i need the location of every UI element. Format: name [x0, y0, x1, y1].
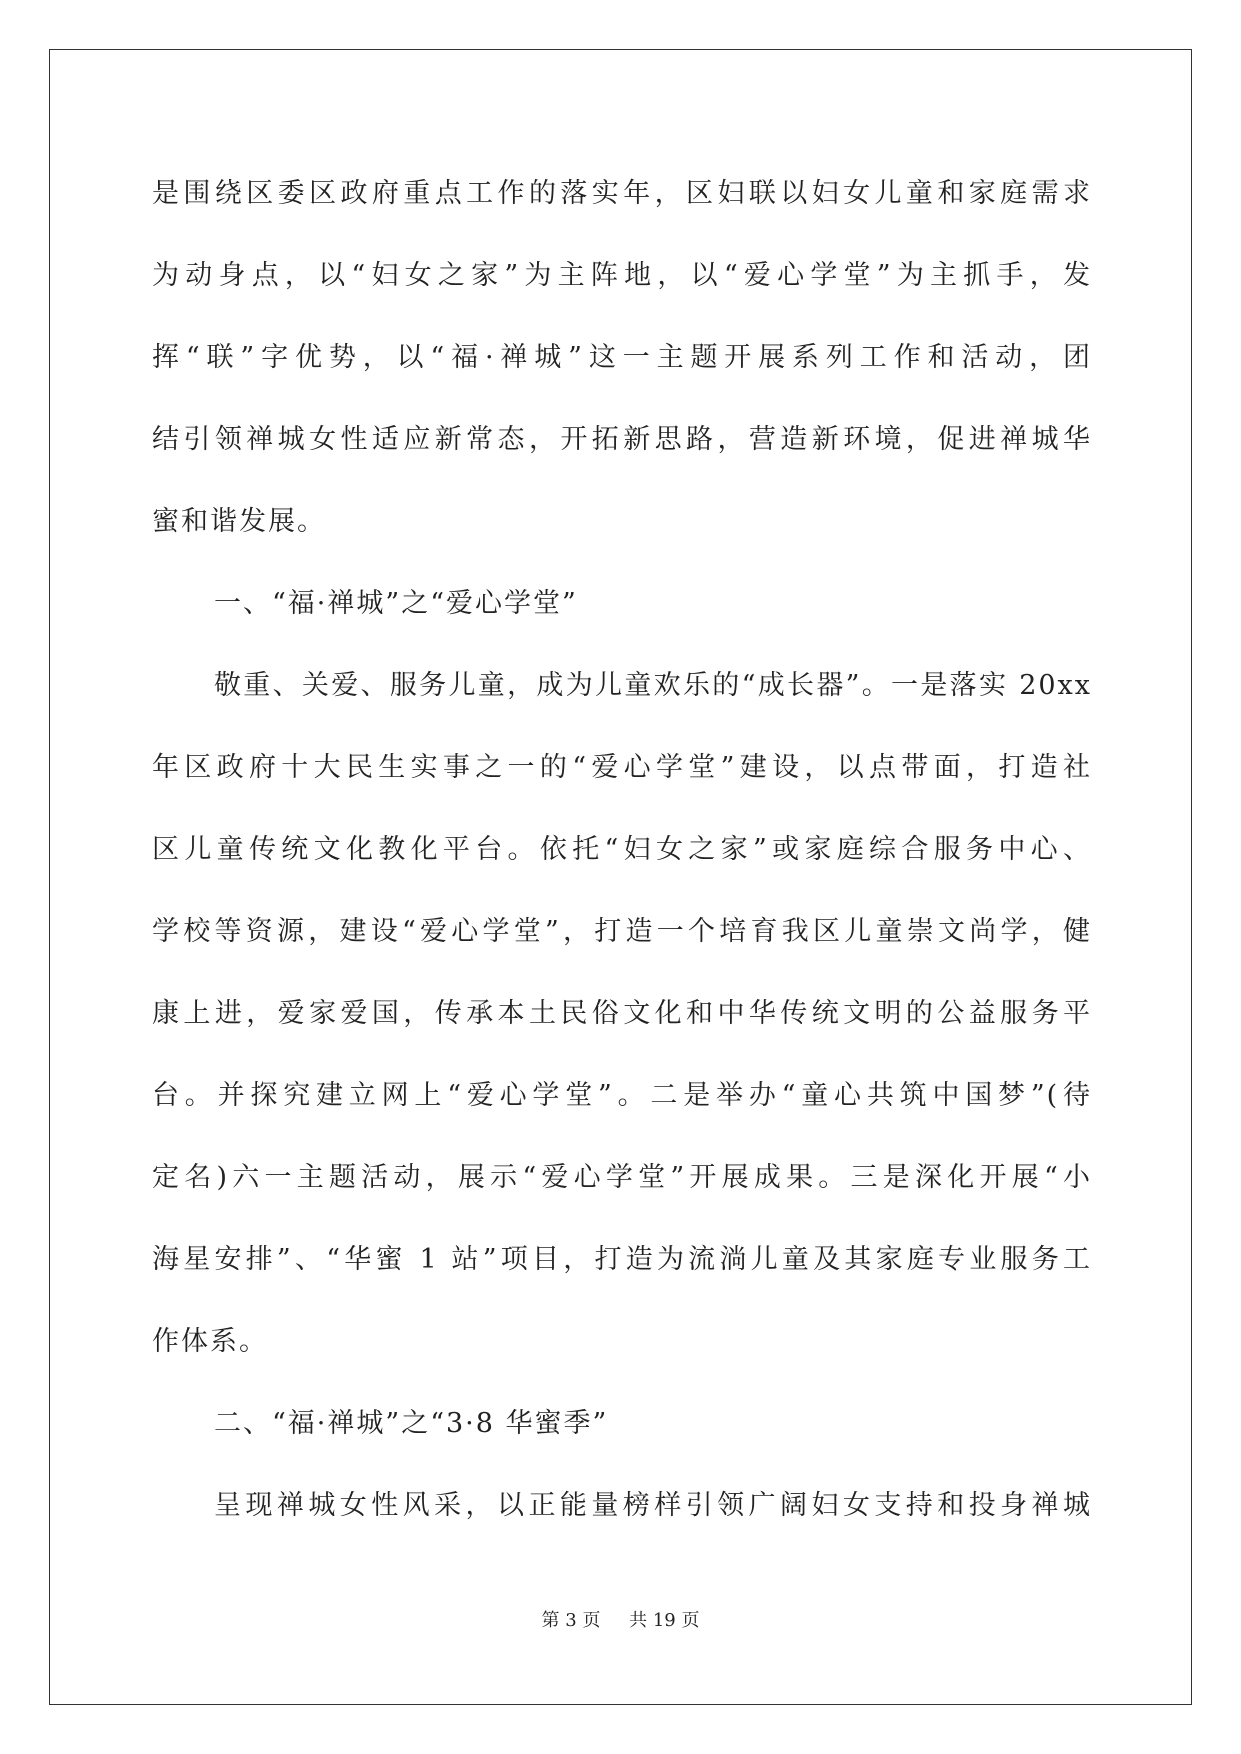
page-total: 共 19 页 — [629, 1610, 700, 1631]
page-number: 第 3 页 — [541, 1610, 601, 1631]
text-line: 蜜和谐发展。 — [152, 506, 326, 537]
text-line: 为动身点，以“妇女之家”为主阵地，以“爱心学堂”为主抓手，发 — [152, 260, 1092, 291]
paragraph-3 — [152, 1465, 1092, 1547]
text-line: 学校等资源，建设“爱心学堂”，打造一个培育我区儿童崇文尚学，健 — [152, 916, 1092, 947]
paragraph-1 — [152, 153, 1092, 563]
page-footer — [0, 1606, 1241, 1632]
text-line: 区儿童传统文化教化平台。依托“妇女之家”或家庭综合服务中心、 — [152, 834, 1092, 865]
text-line: 结引领禅城女性适应新常态，开拓新思路，营造新环境，促进禅城华 — [152, 424, 1092, 455]
paragraph-2 — [152, 645, 1092, 1383]
text-line: 呈现禅城女性风采，以正能量榜样引领广阔妇女支持和投身禅城 — [214, 1490, 1092, 1521]
section-heading-2: 二、“福·禅城”之“3·8 华蜜季” — [214, 1408, 609, 1439]
text-line: 敬重、关爱、服务儿童，成为儿童欢乐的“成长器”。一是落实 20xx — [214, 670, 1092, 701]
text-line: 海星安排”、“华蜜 1 站”项目，打造为流淌儿童及其家庭专业服务工 — [152, 1244, 1092, 1275]
text-line: 作体系。 — [152, 1326, 268, 1357]
section-heading-1: 一、“福·禅城”之“爱心学堂” — [214, 588, 578, 619]
document-body — [152, 153, 1092, 1547]
text-line: 是围绕区委区政府重点工作的落实年，区妇联以妇女儿童和家庭需求 — [152, 178, 1092, 209]
text-line: 台。并探究建立网上“爱心学堂”。二是举办“童心共筑中国梦”(待 — [152, 1080, 1092, 1111]
text-line: 康上进，爱家爱国，传承本土民俗文化和中华传统文明的公益服务平 — [152, 998, 1092, 1029]
text-line: 挥“联”字优势，以“福·禅城”这一主题开展系列工作和活动，团 — [152, 342, 1092, 373]
text-line: 年区政府十大民生实事之一的“爱心学堂”建设，以点带面，打造社 — [152, 752, 1092, 783]
text-line: 定名)六一主题活动，展示“爱心学堂”开展成果。三是深化开展“小 — [152, 1162, 1092, 1193]
